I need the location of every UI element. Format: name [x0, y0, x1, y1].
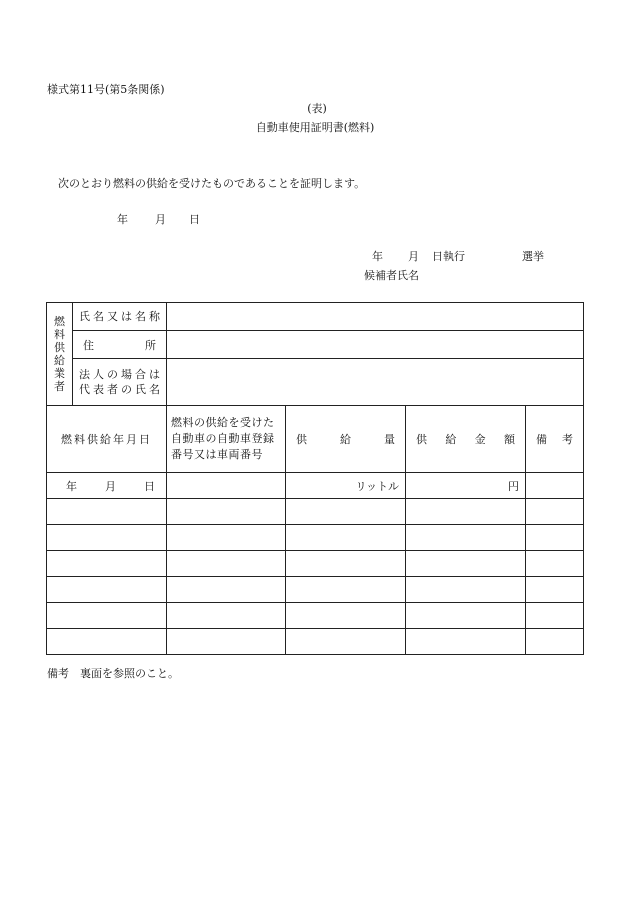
- date-day: 日: [189, 213, 200, 226]
- exec-year: 年: [372, 250, 383, 263]
- table-row: [47, 473, 584, 499]
- col-header-amount: 供 給 金 額: [406, 406, 526, 473]
- footnote: 備考 裏面を参照のこと。: [47, 667, 179, 680]
- table-row: [47, 577, 584, 603]
- date-year: 年: [117, 213, 128, 226]
- supplier-name-field[interactable]: [167, 303, 584, 331]
- row-amount-cell[interactable]: 円: [406, 473, 526, 499]
- table-row: [47, 629, 584, 655]
- col-header-remarks: 備 考: [526, 406, 584, 473]
- fuel-supply-table: [46, 302, 584, 655]
- exec-day: 日執行: [432, 250, 465, 263]
- col-header-quantity: 供 給 量: [286, 406, 406, 473]
- date-month: 月: [155, 213, 166, 226]
- candidate-name-label: 候補者氏名: [364, 269, 419, 282]
- row-date-cell[interactable]: 年 月 日: [47, 473, 167, 499]
- representative-field[interactable]: [167, 359, 584, 406]
- row-vehicle-cell[interactable]: [167, 473, 286, 499]
- col-header-vehicle: 燃料の供給を受けた 自動車の自動車登録 番号又は車両番号: [167, 406, 286, 473]
- election-label: 選挙: [522, 250, 544, 263]
- table-row: [47, 499, 584, 525]
- side-indicator: (表): [307, 102, 327, 115]
- table-row: [47, 551, 584, 577]
- row-quantity-cell[interactable]: リットル: [286, 473, 406, 499]
- certification-statement: 次のとおり燃料の供給を受けたものであることを証明します。: [58, 177, 366, 190]
- supplier-address-field[interactable]: [167, 331, 584, 359]
- form-number: 様式第11号(第5条関係): [47, 83, 165, 96]
- supplier-vertical-label: 燃 料 供 給 業 者: [47, 303, 73, 406]
- col-header-date: 燃料供給年月日: [47, 406, 167, 473]
- exec-month: 月: [408, 250, 419, 263]
- representative-label: 法人の場合は 代表者の氏名: [73, 359, 167, 406]
- table-row: [47, 603, 584, 629]
- table-row: [47, 525, 584, 551]
- certification-date: [117, 211, 200, 227]
- supplier-name-label: 氏名又は名称: [73, 303, 167, 331]
- election-execution-line: [372, 248, 544, 264]
- supplier-address-label: 住 所: [73, 331, 167, 359]
- row-remarks-cell[interactable]: [526, 473, 584, 499]
- document-title: 自動車使用証明書(燃料): [255, 121, 375, 134]
